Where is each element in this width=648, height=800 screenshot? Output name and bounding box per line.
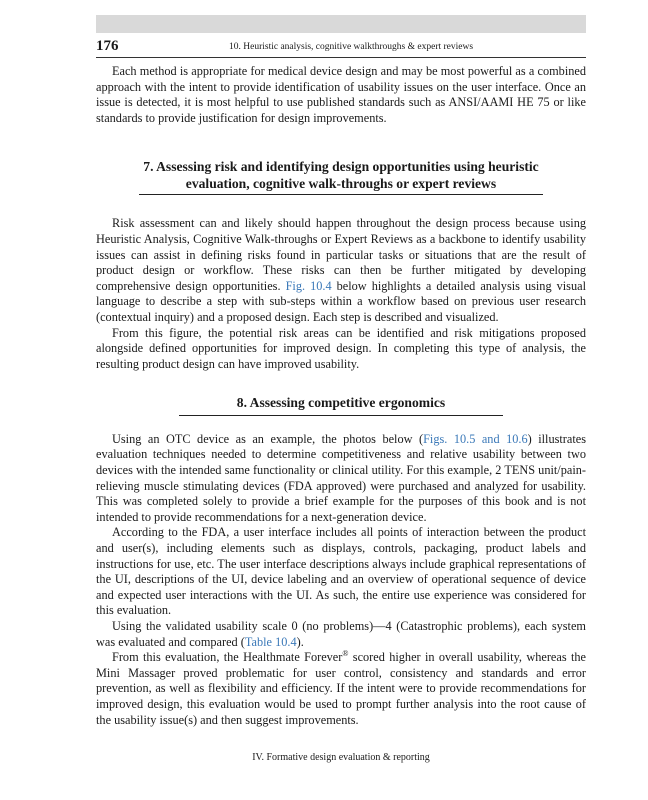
page-number: 176 <box>96 38 119 54</box>
top-bar <box>96 15 586 33</box>
section-7-heading-line2: evaluation, cognitive walk-throughs or expert reviews <box>185 175 497 191</box>
section-8-p3-text-b: ). <box>296 634 304 649</box>
section-7-paragraph-1 <box>96 216 586 325</box>
fig-10-4-link[interactable]: Fig. 10.4 <box>285 278 332 293</box>
figs-10-5-10-6-link[interactable]: Figs. 10.5 and 10.6 <box>423 431 528 446</box>
section-8-heading <box>96 395 586 416</box>
section-8-p3-text-a: Using the validated usability scale 0 (no problems)—4 (Catastrophic problems), each system was evaluated and compared ( <box>96 618 586 649</box>
section-7-heading <box>96 159 586 195</box>
section-7-paragraph-2: From this figure, the potential risk areas can be identified and risk mitigations proposed alongside defined opportunities for improved design. In completing this type of analysis, the resulting product design can have improved usability. <box>96 325 586 371</box>
section-8-paragraph-2: According to the FDA, a user interface includes all points of interaction between the product and user(s), including elements such as displays, controls, packaging, product labels and instructions for use, etc. The user interface descriptions always include graphical representations of the UI, descriptions of the UI, device labeling and an overview of operational sequence of device and expected user interactions with the UI. As such, the entire use experience was considered for this evaluation. <box>96 525 586 618</box>
section-8-paragraph-4 <box>96 650 586 728</box>
running-head: 10. Heuristic analysis, cognitive walkthroughs & expert reviews <box>229 42 474 52</box>
section-8-heading-text: 8. Assessing competitive ergonomics <box>179 395 503 416</box>
section-8-paragraph-3 <box>96 619 586 650</box>
intro-paragraph: Each method is appropriate for medical device design and may be most powerful as a combined approach with the intent to provide identification of usability issues on the user interface. Once an issue is detected, it is most helpful to use published standards such as ANSI/AAMI HE 75 or like standards to provide justification for design improvements. <box>96 64 586 125</box>
section-8-p4-text-a: From this evaluation, the Healthmate Forever <box>112 650 343 665</box>
page-body <box>96 64 586 728</box>
section-7-p1-text-b: below highlights a detailed analysis using visual language to describe a step with sub-steps within a workflow based on previous user research (contextual inquiry) and a proposed design. Each step is described and visualized. <box>96 278 586 324</box>
section-7-heading-line1: 7. Assessing risk and identifying design opportunities using heuristic <box>143 159 539 175</box>
section-8-paragraph-1 <box>96 432 586 526</box>
section-8-p1-text-b: ) illustrates evaluation techniques needed to determine competitiveness and relative usability between two devices with the intended same functionality or clinical utility. For this example, 2 TENS unit/pain-relieving muscle stimulating devices (FDA approved) were purchased and analyzed for usability. This was completed solely to provide a brief example for the purposes of this book and is not intended to provide recommendations for a next-generation device. <box>96 431 587 524</box>
registered-mark: ® <box>342 649 349 659</box>
page-footer: IV. Formative design evaluation & reporting <box>252 752 430 763</box>
section-7-p1-text-a: Risk assessment can and likely should happen throughout the design process because using Heuristic Analysis, Cognitive Walk-throughs or Expert Reviews as a backbone to identify usability issues can assist in defining risks found in particular tasks or situations that are the result of product design or workflow. These risks can then be further mitigated by developing comprehensive design opportunities. <box>96 216 586 293</box>
section-8-p4-text-b: scored higher in overall usability, whereas the Mini Massager proved problematic for user control, consistency and standards and error prevention, as well as flexibility and efficiency. If the intent were to provide recommendations for improved design, this evaluation would be used to prompt further analysis into the root cause of the usability issue(s) and then suggest improvements. <box>96 650 586 727</box>
section-8-p1-text-a: Using an OTC device as an example, the photos below ( <box>112 431 424 446</box>
page-header <box>96 37 586 58</box>
table-10-4-link[interactable]: Table 10.4 <box>244 634 297 649</box>
